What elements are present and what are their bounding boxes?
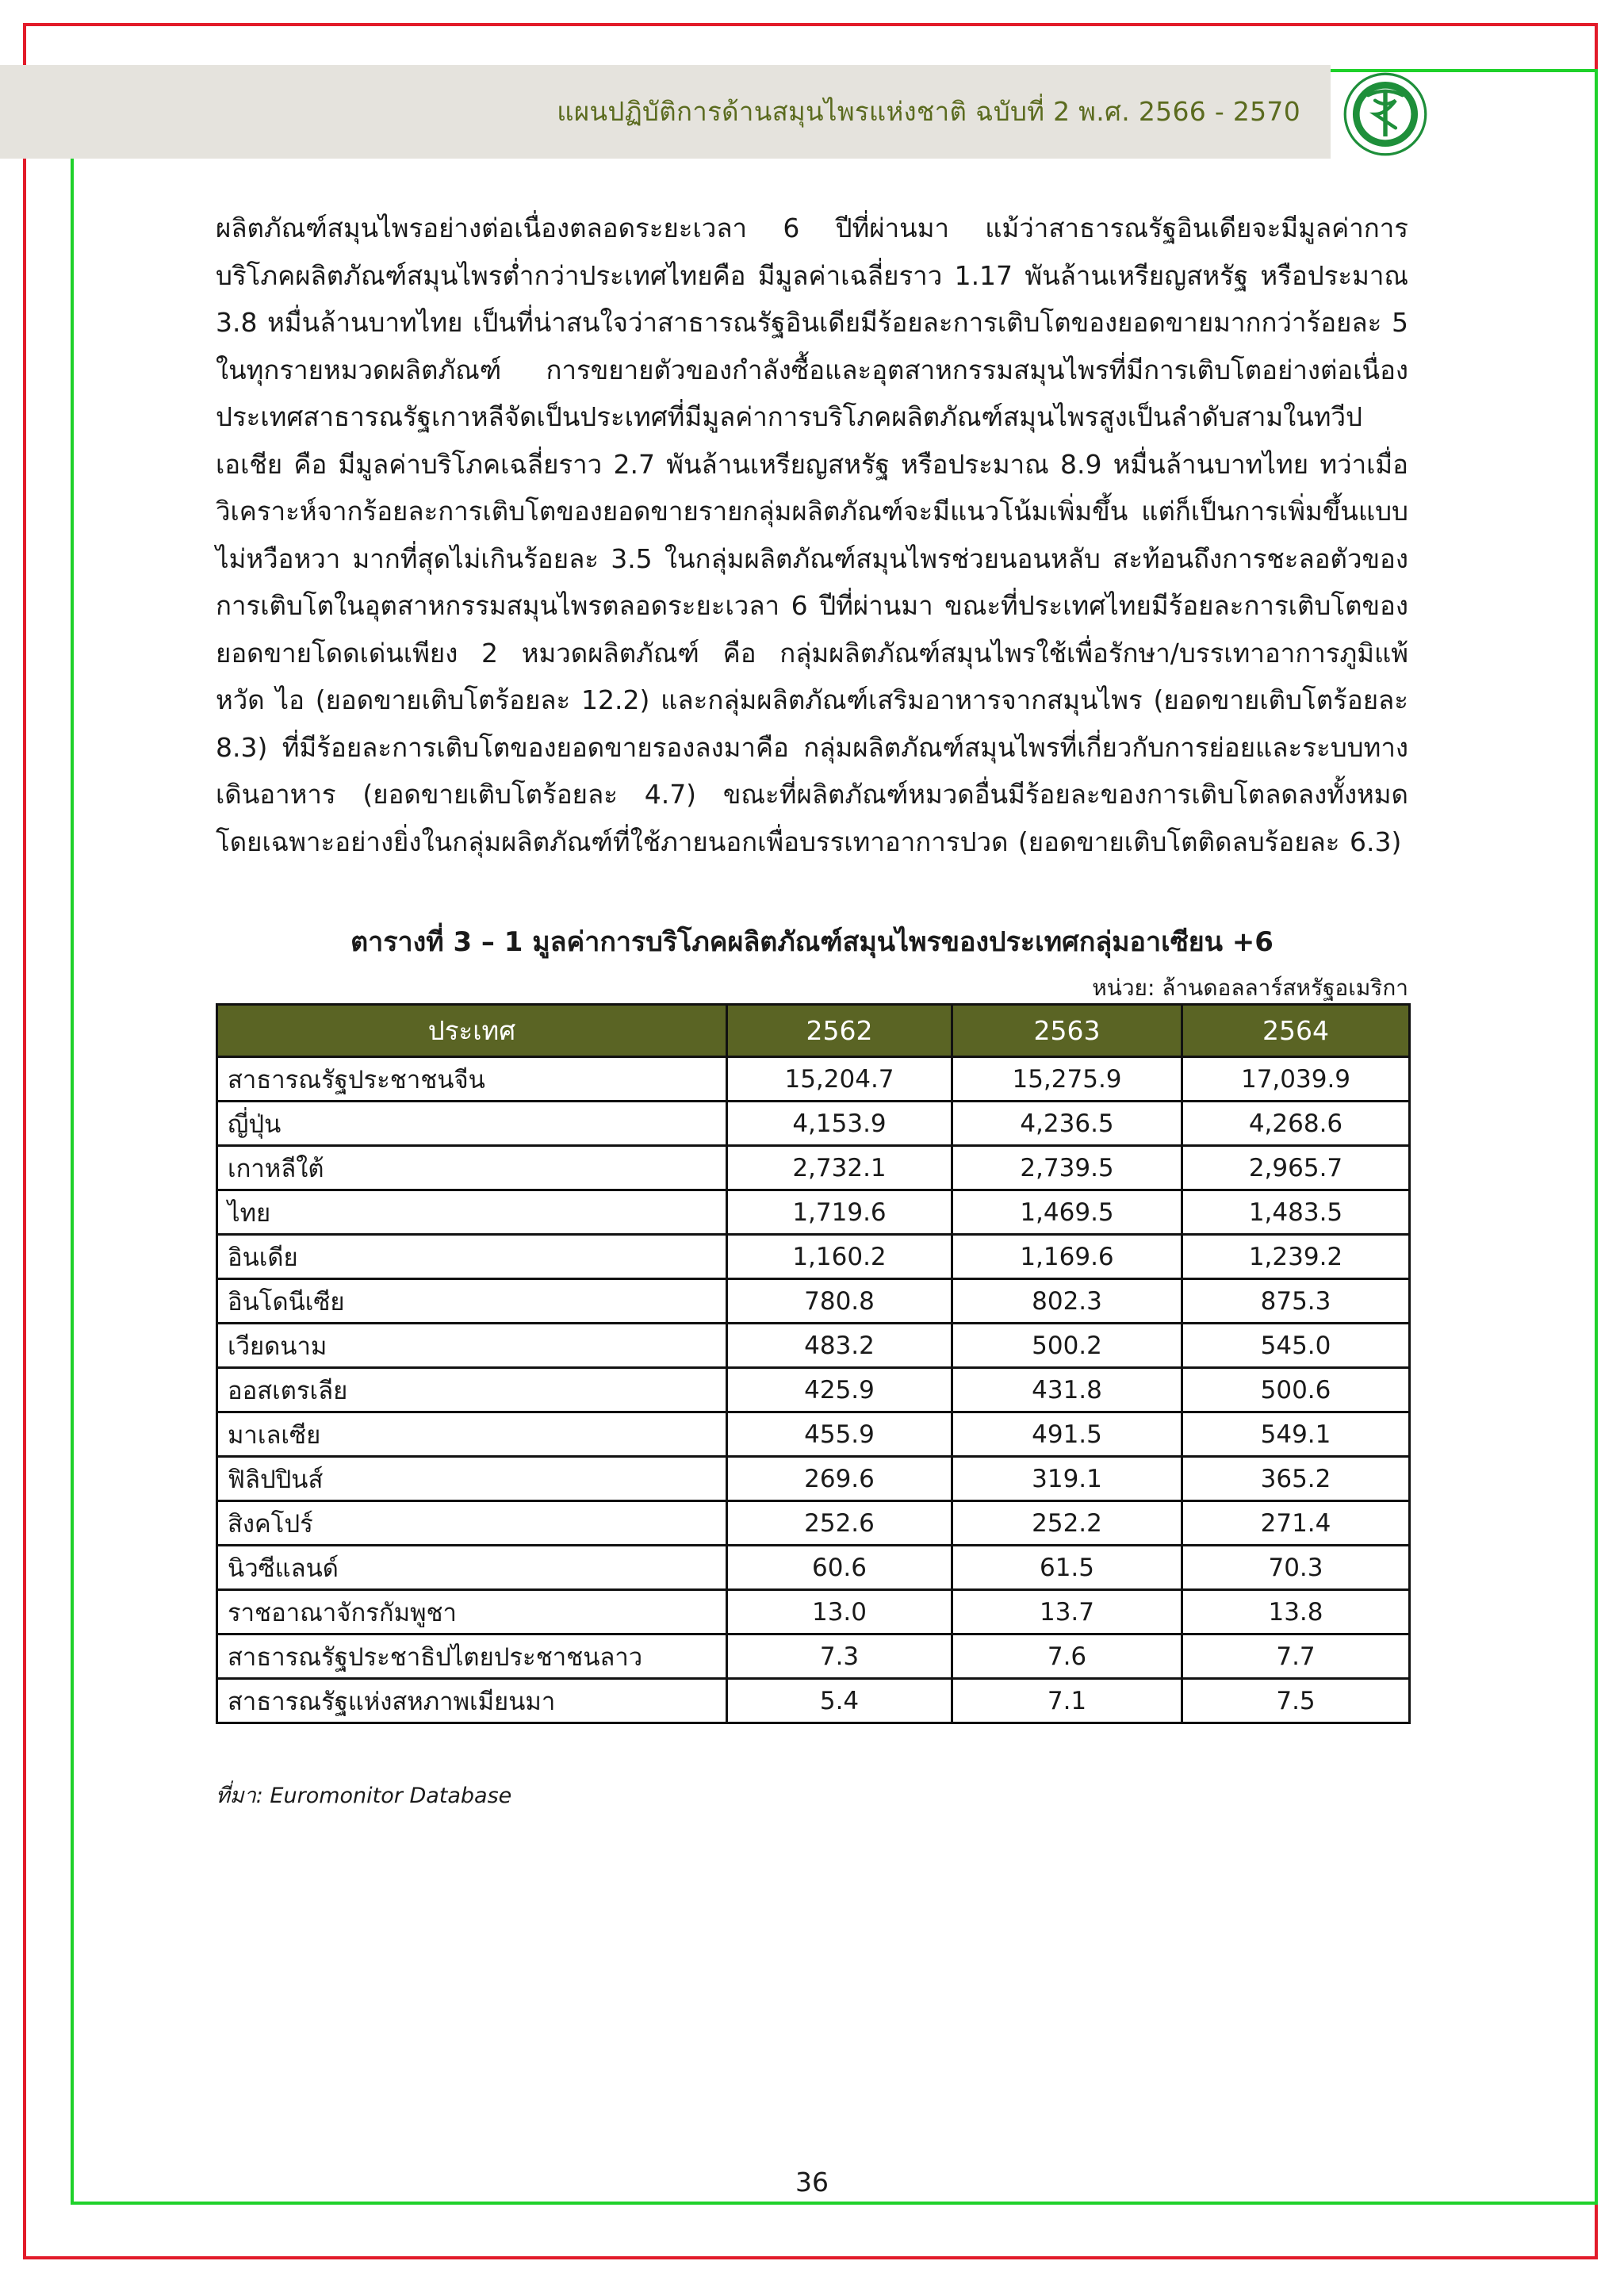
cell-value: 7.5 <box>1182 1679 1410 1723</box>
cell-value: 455.9 <box>727 1412 952 1457</box>
column-header-country: ประเทศ <box>217 1005 727 1057</box>
table-header-row <box>217 1005 1410 1057</box>
cell-value: 13.0 <box>727 1590 952 1634</box>
body-paragraph: ผลิตภัณฑ์สมุนไพรอย่างต่อเนื่องตลอดระยะเวลา 6 ปีที่ผ่านมา แม้ว่าสาธารณรัฐอินเดียจะมีมูลค่าการบริโภคผลิตภัณฑ์สมุนไพรต่ำกว่าประเทศไทยคือ มีมูลค่าเฉลี่ยราว 1.17 พันล้านเหรียญสหรัฐ หรือประมาณ 3.8 หมื่นล้านบาทไทย เป็นที่น่าสนใจว่าสาธารณรัฐอินเดียมีร้อยละการเติบโตของยอดขายมากกว่าร้อยละ 5 ในทุกรายหมวดผลิตภัณฑ์ การขยายตัวของกำลังซื้อและอุตสาหกรรมสมุนไพรที่มีการเติบโตอย่างต่อเนื่อง ประเทศสาธารณรัฐเกาหลีจัดเป็นประเทศที่มีมูลค่าการบริโภคผลิตภัณฑ์สมุนไพรสูงเป็นลำดับสามในทวีปเอเชีย คือ มีมูลค่าบริโภคเฉลี่ยราว 2.7 พันล้านเหรียญสหรัฐ หรือประมาณ 8.9 หมื่นล้านบาทไทย ทว่าเมื่อวิเคราะห์จากร้อยละการเติบโตของยอดขายรายกลุ่มผลิตภัณฑ์จะมีแนวโน้มเพิ่มขึ้น แต่ก็เป็นการเพิ่มขึ้นแบบไม่หวือหวา มากที่สุดไม่เกินร้อยละ 3.5 ในกลุ่มผลิตภัณฑ์สมุนไพรช่วยนอนหลับ สะท้อนถึงการชะลอตัวของการเติบโตในอุตสาหกรรมสมุนไพรตลอดระยะเวลา 6 ปีที่ผ่านมา ขณะที่ประเทศไทยมีร้อยละการเติบโตของยอดขายโดดเด่นเพียง 2 หมวดผลิตภัณฑ์ คือ กลุ่มผลิตภัณฑ์สมุนไพรใช้เพื่อรักษา/บรรเทาอาการภูมิแพ้ หวัด ไอ (ยอดขายเติบโตร้อยละ 12.2) และกลุ่มผลิตภัณฑ์เสริมอาหารจากสมุนไพร (ยอดขายเติบโตร้อยละ 8.3) ที่มีร้อยละการเติบโตของยอดขายรองลงมาคือ กลุ่มผลิตภัณฑ์สมุนไพรที่เกี่ยวกับการย่อยและระบบทางเดินอาหาร (ยอดขายเติบโตร้อยละ 4.7) ขณะที่ผลิตภัณฑ์หมวดอื่นมีร้อยละของการเติบโตลดลงทั้งหมด โดยเฉพาะอย่างยิ่งในกลุ่มผลิตภัณฑ์ที่ใช้ภายนอกเพื่อบรรเทาอาการปวด (ยอดขายเติบโตติดลบร้อยละ 6.3) <box>216 213 1408 857</box>
cell-value: 60.6 <box>727 1546 952 1590</box>
cell-country: นิวซีแลนด์ <box>217 1546 727 1590</box>
cell-value: 252.6 <box>727 1501 952 1546</box>
cell-value: 1,483.5 <box>1182 1190 1410 1235</box>
cell-value: 491.5 <box>952 1412 1182 1457</box>
column-header-2563: 2563 <box>952 1005 1182 1057</box>
table-row <box>217 1634 1410 1679</box>
cell-value: 15,275.9 <box>952 1057 1182 1102</box>
table-row <box>217 1324 1410 1368</box>
cell-value: 500.2 <box>952 1324 1182 1368</box>
ministry-of-public-health-seal-icon <box>1342 71 1428 157</box>
cell-value: 483.2 <box>727 1324 952 1368</box>
cell-country: เกาหลีใต้ <box>217 1146 727 1190</box>
column-header-2562: 2562 <box>727 1005 952 1057</box>
cell-value: 13.8 <box>1182 1590 1410 1634</box>
cell-value: 875.3 <box>1182 1279 1410 1324</box>
table-row <box>217 1146 1410 1190</box>
cell-value: 15,204.7 <box>727 1057 952 1102</box>
table-row <box>217 1501 1410 1546</box>
table-caption: ตารางที่ 3 – 1 มูลค่าการบริโภคผลิตภัณฑ์สมุนไพรของประเทศกลุ่มอาเซียน +6 <box>350 926 1274 958</box>
cell-value: 4,153.9 <box>727 1102 952 1146</box>
cell-value: 2,732.1 <box>727 1146 952 1190</box>
cell-country: อินเดีย <box>217 1235 727 1279</box>
cell-value: 271.4 <box>1182 1501 1410 1546</box>
header-title: แผนปฏิบัติการด้านสมุนไพรแห่งชาติ ฉบับที่ 2 พ.ศ. 2566 - 2570 <box>557 96 1300 127</box>
cell-country: สาธารณรัฐแห่งสหภาพเมียนมา <box>217 1679 727 1723</box>
table-unit: หน่วย: ล้านดอลลาร์สหรัฐอเมริกา <box>1092 975 1408 1001</box>
consumption-table <box>216 1003 1411 1724</box>
table-row <box>217 1412 1410 1457</box>
cell-value: 4,236.5 <box>952 1102 1182 1146</box>
cell-value: 2,965.7 <box>1182 1146 1410 1190</box>
cell-value: 5.4 <box>727 1679 952 1723</box>
cell-value: 1,469.5 <box>952 1190 1182 1235</box>
cell-value: 4,268.6 <box>1182 1102 1410 1146</box>
table-row <box>217 1102 1410 1146</box>
cell-country: ฟิลิปปินส์ <box>217 1457 727 1501</box>
table-body <box>217 1057 1410 1723</box>
cell-country: เวียดนาม <box>217 1324 727 1368</box>
cell-value: 7.6 <box>952 1634 1182 1679</box>
column-header-2564: 2564 <box>1182 1005 1410 1057</box>
cell-value: 70.3 <box>1182 1546 1410 1590</box>
table-row <box>217 1679 1410 1723</box>
cell-value: 1,719.6 <box>727 1190 952 1235</box>
cell-country: สิงคโปร์ <box>217 1501 727 1546</box>
table-row <box>217 1590 1410 1634</box>
cell-value: 61.5 <box>952 1546 1182 1590</box>
cell-country: อินโดนีเซีย <box>217 1279 727 1324</box>
table-row <box>217 1457 1410 1501</box>
table-row <box>217 1057 1410 1102</box>
cell-value: 252.2 <box>952 1501 1182 1546</box>
cell-value: 545.0 <box>1182 1324 1410 1368</box>
cell-value: 365.2 <box>1182 1457 1410 1501</box>
cell-value: 549.1 <box>1182 1412 1410 1457</box>
table-row <box>217 1235 1410 1279</box>
table-row <box>217 1546 1410 1590</box>
cell-country: สาธารณรัฐประชาธิปไตยประชาชนลาว <box>217 1634 727 1679</box>
cell-value: 425.9 <box>727 1368 952 1412</box>
cell-value: 1,169.6 <box>952 1235 1182 1279</box>
cell-country: มาเลเซีย <box>217 1412 727 1457</box>
cell-country: ไทย <box>217 1190 727 1235</box>
page-number: 36 <box>795 2167 829 2198</box>
cell-value: 500.6 <box>1182 1368 1410 1412</box>
cell-value: 13.7 <box>952 1590 1182 1634</box>
cell-country: ญี่ปุ่น <box>217 1102 727 1146</box>
body-text <box>216 205 1408 865</box>
table-row <box>217 1190 1410 1235</box>
cell-value: 1,160.2 <box>727 1235 952 1279</box>
cell-country: ออสเตรเลีย <box>217 1368 727 1412</box>
cell-value: 319.1 <box>952 1457 1182 1501</box>
cell-country: สาธารณรัฐประชาชนจีน <box>217 1057 727 1102</box>
cell-value: 2,739.5 <box>952 1146 1182 1190</box>
cell-value: 7.1 <box>952 1679 1182 1723</box>
cell-value: 1,239.2 <box>1182 1235 1410 1279</box>
table-row <box>217 1279 1410 1324</box>
cell-value: 780.8 <box>727 1279 952 1324</box>
cell-country: ราชอาณาจักรกัมพูชา <box>217 1590 727 1634</box>
cell-value: 431.8 <box>952 1368 1182 1412</box>
cell-value: 17,039.9 <box>1182 1057 1410 1102</box>
cell-value: 802.3 <box>952 1279 1182 1324</box>
table-source: ที่มา: Euromonitor Database <box>216 1784 512 1808</box>
cell-value: 7.7 <box>1182 1634 1410 1679</box>
cell-value: 7.3 <box>727 1634 952 1679</box>
cell-value: 269.6 <box>727 1457 952 1501</box>
table-row <box>217 1368 1410 1412</box>
